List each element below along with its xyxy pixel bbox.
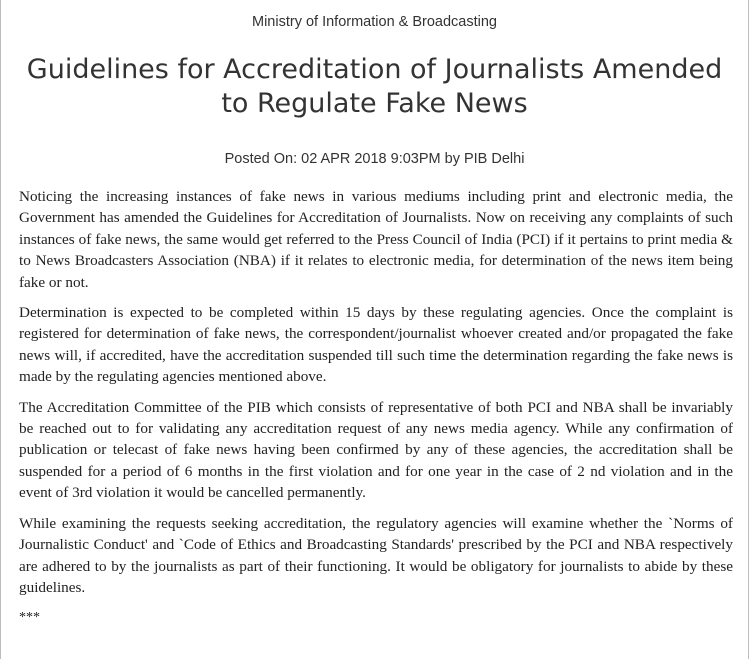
end-mark: *** bbox=[19, 610, 40, 626]
posted-on-line: Posted On: 02 APR 2018 9:03PM by PIB Delhi bbox=[224, 151, 525, 167]
article-paragraph-4: While examining the requests seeking accreditation, the regulatory agencies will examine whether the `Norms of Journalistic Conduct' and `Code of Ethics and Broadcasting Standards' prescribed by the PCI and NBA respectively are adhered to by the journalists as part of their functioning. It would be obligatory for journalists to abide by these guidelines. bbox=[19, 514, 733, 596]
article-paragraph-2: Determination is expected to be completed within 15 days by these regulating agencies. Once the complaint is registered for determination of fake news, the correspondent/journalist whoever created and/or propagated the fake news will, if accredited, have the accreditation suspended till such time the determination regarding the fake news is made by the regulating agencies mentioned above. bbox=[19, 304, 733, 386]
article-paragraph-1: Noticing the increasing instances of fake news in various mediums including print and electronic media, the Government has amended the Guidelines for Accreditation of Journalists. Now on receiving any complaints of such instances of fake news, the same would get referred to the Press Council of India (PCI) if it pertains to print media & to News Broadcasters Association (NBA) if it relates to electronic media, for determination of the news item being fake or not. bbox=[19, 188, 733, 291]
ministry-name: Ministry of Information & Broadcasting bbox=[252, 14, 497, 30]
article-body bbox=[19, 186, 733, 638]
article-paragraph-3: The Accreditation Committee of the PIB which consists of representative of both PCI and NBA shall be invariably be reached out to for validating any accreditation request of any news media agency. While any confirmation of publication or telecast of fake news having been confirmed by any of these agencies, the accreditation shall be suspended for a period of 6 months in the first violation and for one year in the case of 2 nd violation and in the event of 3rd violation it would be cancelled permanently. bbox=[19, 398, 733, 502]
page-title: Guidelines for Accreditation of Journalists Amended to Regulate Fake News bbox=[26, 54, 723, 119]
